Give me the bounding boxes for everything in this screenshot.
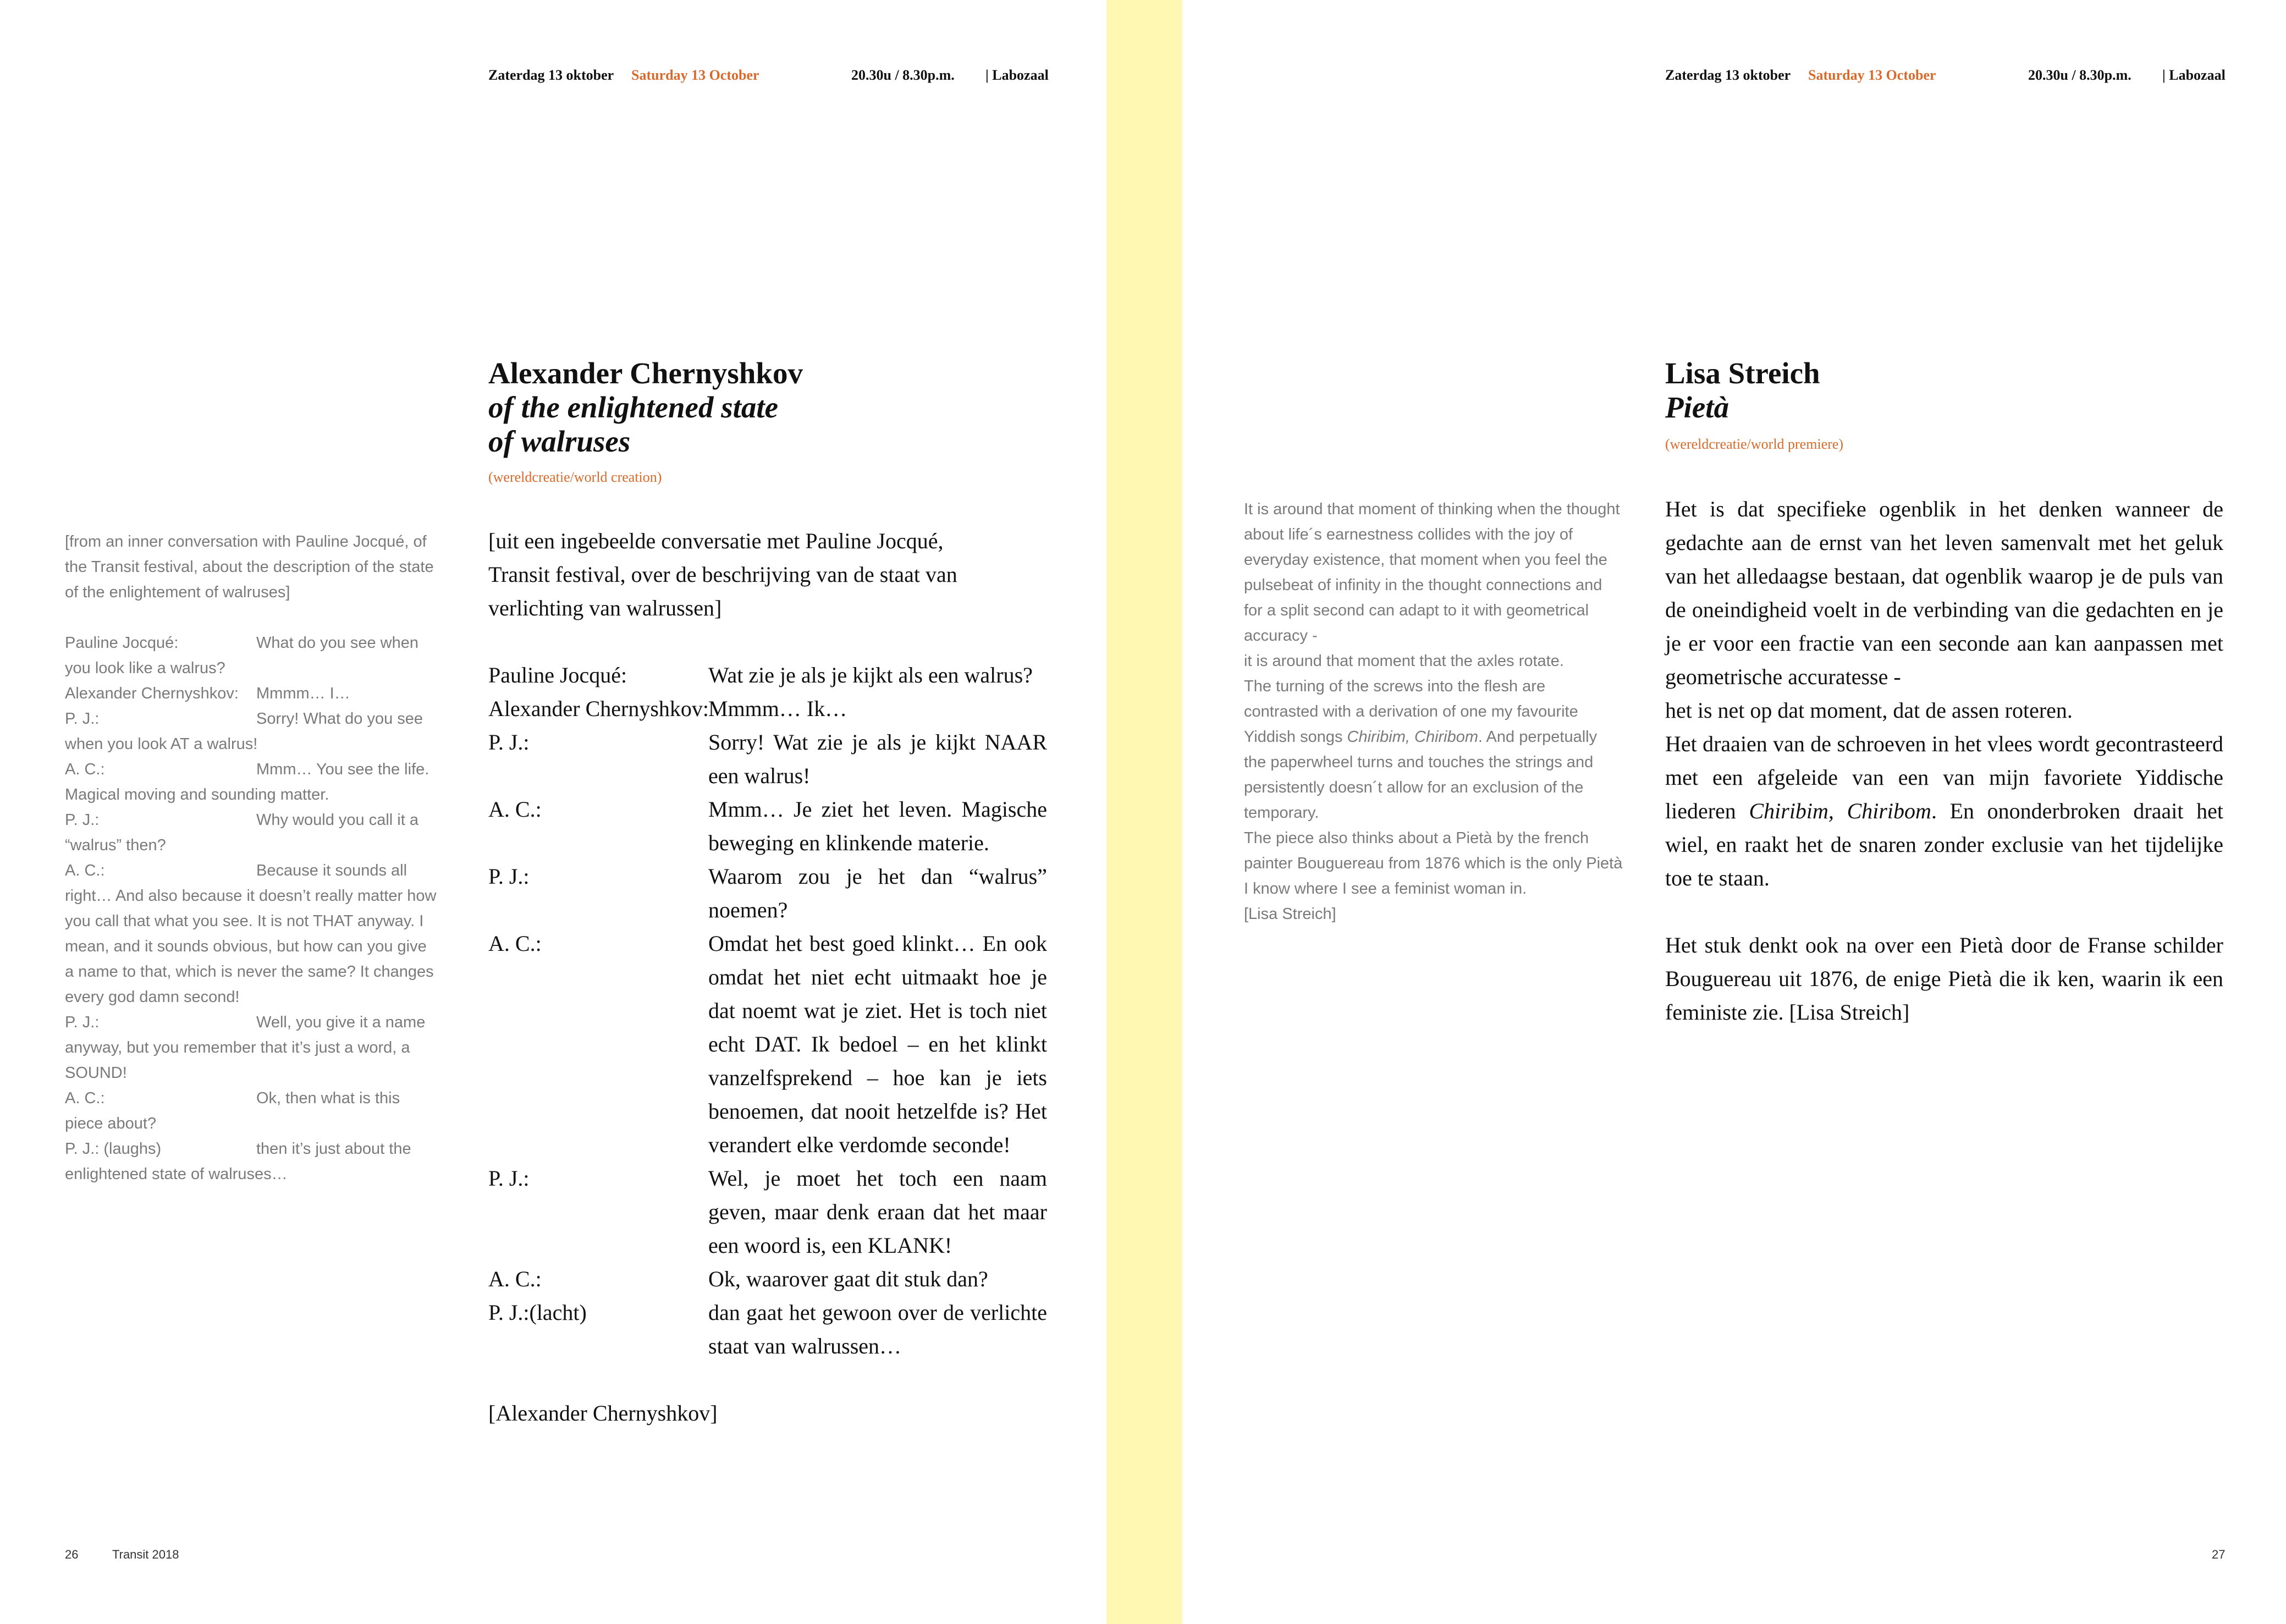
dialogue-line <box>488 1161 1047 1262</box>
english-p3-text-end: . And perpetually the paperwheel turns and touches the strings and persistently doesn´t allow for an exclusion of the temporary. <box>1244 728 1598 822</box>
speech: Well, you give it a name anyway, but you remember that it’s just a word, a SOUND! <box>65 1014 426 1082</box>
composer-name: Alexander Chernyshkov <box>488 356 803 390</box>
speech: Ok, waarover gaat dit stuk dan? <box>708 1267 988 1291</box>
dialogue-line <box>65 757 439 807</box>
speaker: P. J.: <box>65 811 100 829</box>
speech: dan gaat het gewoon over de verlichte staat van walrussen… <box>708 1300 1047 1358</box>
left-running-header <box>488 67 1049 89</box>
song-title: Chiribim, Chiribom <box>1749 799 1931 823</box>
english-signature: [Lisa Streich] <box>1244 905 1336 923</box>
dialogue-line <box>65 1010 439 1086</box>
right-page-number: 27 <box>2212 1548 2226 1561</box>
speaker: A. C.: <box>488 1267 542 1291</box>
speech: Because it sounds all right… And also because it doesn’t really matter how you call that what you see. It is not THAT anyway. I mean, and it sounds obvious, but how can you give a name to that, which is never the same? It changes every god damn second! <box>65 862 437 1006</box>
dutch-p3-text-end: . En ononderbroken draait het wiel, en raakt het de snaren zonder exclusie van het tijdelijke toe te staan. <box>1665 799 2223 890</box>
english-p3-text: The turning of the screws into the flesh are contrasted with a derivation of one my favourite Yiddish songs <box>1244 678 1578 746</box>
page-gutter <box>1106 0 1182 1624</box>
speech: Mmm… Je ziet het leven. Magische beweging en klinkende materie. <box>708 797 1047 855</box>
header-venue: | Labozaal <box>2162 67 2226 83</box>
english-p3 <box>1244 674 1623 825</box>
header-time: 20.30u / 8.30p.m. <box>851 67 955 83</box>
speaker: Pauline Jocqué: <box>488 663 627 687</box>
speech: then it’s just about the enlightened state of walruses… <box>65 1140 411 1183</box>
speech: What do you see when you look like a walrus? <box>65 634 419 677</box>
dutch-p3-text: Het draaien van de schroeven in het vlees wordt gecontrasteerd met een afgeleide van een van mijn favoriete Yiddische liederen <box>1665 731 2223 823</box>
work-title: Pietà <box>1665 390 1729 424</box>
header-date-nl: Zaterdag 13 oktober <box>1665 67 1791 83</box>
speaker: A. C.: <box>65 862 105 879</box>
speech: Sorry! Wat zie je als je kijkt NAAR een walrus! <box>708 730 1047 788</box>
english-note-column <box>1244 497 1623 927</box>
work-title-line2: of walruses <box>488 425 631 458</box>
speaker: Alexander Chernyshkov: <box>65 685 239 702</box>
speaker: A. C.: <box>65 1089 105 1107</box>
speaker: Alexander Chernyshkov: <box>488 696 709 721</box>
dialogue-line <box>65 807 439 858</box>
speech: Wel, je moet het toch een naam geven, maar denk eraan dat het maar een woord is, een KLANK! <box>708 1166 1047 1258</box>
dutch-text-column <box>488 524 1047 1430</box>
header-venue: | Labozaal <box>985 67 1049 83</box>
dialogue-line <box>488 658 1047 692</box>
english-note-column <box>65 529 439 1187</box>
speaker: A. C.: <box>488 797 542 822</box>
speech: Mmm… You see the life. Magical moving and sounding matter. <box>65 761 429 803</box>
dialogue-line <box>488 692 1047 725</box>
dutch-intro: [uit een ingebeelde conversatie met Pauline Jocqué, Transit festival, over de beschrijving van de staat van verlichting van walrussen] <box>488 529 957 620</box>
speech: Sorry! What do you see when you look AT a walrus! <box>65 710 423 753</box>
dutch-text-column <box>1665 492 2223 1029</box>
english-intro: [from an inner conversation with Pauline Jocqué, of the Transit festival, about the description of the state of the enlightement of walruses] <box>65 533 434 601</box>
creation-label: (wereldcreatie/world premiere) <box>1665 436 1844 452</box>
header-time: 20.30u / 8.30p.m. <box>2028 67 2131 83</box>
speaker: P. J.:(lacht) <box>488 1300 587 1325</box>
composer-name: Lisa Streich <box>1665 356 1820 390</box>
speaker: Pauline Jocqué: <box>65 634 179 652</box>
speaker: P. J.: (laughs) <box>65 1140 162 1158</box>
left-title-block <box>488 356 983 459</box>
speaker: P. J.: <box>488 1166 530 1191</box>
dutch-p1: Het is dat specifieke ogenblik in het denken wanneer de gedachte aan de ernst van het leven samenvalt met het geluk van het alledaagse bestaan, dat ogenblik waarop je de puls van de oneindigheid voelt in de verbinding van die gedachten en je je er voor een fractie van een seconde aan kan aanpassen met geometrische accuratesse - <box>1665 497 2223 689</box>
dialogue-line <box>488 860 1047 927</box>
dialogue-line <box>65 1086 439 1136</box>
speech: Ok, then what is this piece about? <box>65 1089 400 1132</box>
dutch-p2: het is net op dat moment, dat de assen roteren. <box>1665 698 2073 723</box>
speaker: P. J.: <box>488 864 530 889</box>
right-running-header <box>1665 67 2226 89</box>
dialogue-line <box>488 1262 1047 1296</box>
speech: Wat zie je als je kijkt als een walrus? <box>708 663 1033 687</box>
speech: Mmmm… I… <box>256 685 350 702</box>
english-p4: The piece also thinks about a Pietà by the french painter Bouguereau from 1876 which is the only Pietà I know where I see a feminist woman in. <box>1244 829 1623 898</box>
dutch-p4: Het stuk denkt ook na over een Pietà door de Franse schilder Bouguereau uit 1876, de enige Pietà die ik ken, waarin ik een feministe zie. [Lisa Streich] <box>1665 933 2223 1025</box>
speech: Waarom zou je het dan “walrus” noemen? <box>708 864 1047 922</box>
dialogue-line <box>488 927 1047 1161</box>
speaker: A. C.: <box>488 931 542 956</box>
dialogue-line <box>488 1296 1047 1363</box>
dialogue-line <box>488 792 1047 860</box>
english-p1: It is around that moment of thinking when the thought about life´s earnestness collides with the joy of everyday existence, that moment when you feel the pulsebeat of infinity in the thought connections and for a split second can adapt to it with geometrical accuracy - <box>1244 500 1620 645</box>
publication-name: Transit 2018 <box>112 1548 179 1561</box>
dutch-signature: [Alexander Chernyshkov] <box>488 1401 718 1425</box>
speaker: P. J.: <box>488 730 530 755</box>
work-title-line1: of the enlightened state <box>488 390 779 424</box>
english-p2: it is around that moment that the axles rotate. <box>1244 652 1564 670</box>
dialogue-line <box>65 1136 439 1187</box>
dialogue-line <box>65 630 439 681</box>
english-dialogue <box>65 630 439 1187</box>
dutch-dialogue <box>488 658 1047 1363</box>
speaker: A. C.: <box>65 761 105 778</box>
dialogue-line <box>488 725 1047 792</box>
speech: Why would you call it a “walrus” then? <box>65 811 418 854</box>
speaker: P. J.: <box>65 710 100 728</box>
right-title-block <box>1665 356 2160 425</box>
speaker: P. J.: <box>65 1014 100 1031</box>
dialogue-line <box>65 706 439 757</box>
creation-label: (wereldcreatie/world creation) <box>488 469 662 485</box>
song-title: Chiribim, Chiribom <box>1347 728 1479 746</box>
header-date-en: Saturday 13 October <box>631 67 759 83</box>
dialogue-line <box>65 858 439 1010</box>
speech: Omdat het best goed klinkt… En ook omdat het niet echt uitmaakt hoe je dat noemt wat je ziet. Het is toch niet echt DAT. Ik bedoel – en het klinkt vanzelfsprekend – hoe kan je iets benoemen, dat nooit hetzelfde is? Het verandert elke verdomde seconde! <box>708 931 1047 1157</box>
dutch-p3 <box>1665 727 2223 895</box>
left-page-number: 26 <box>65 1548 79 1561</box>
header-date-nl: Zaterdag 13 oktober <box>488 67 614 83</box>
speech: Mmmm… Ik… <box>708 696 847 721</box>
dialogue-line <box>65 681 439 706</box>
header-date-en: Saturday 13 October <box>1808 67 1936 83</box>
